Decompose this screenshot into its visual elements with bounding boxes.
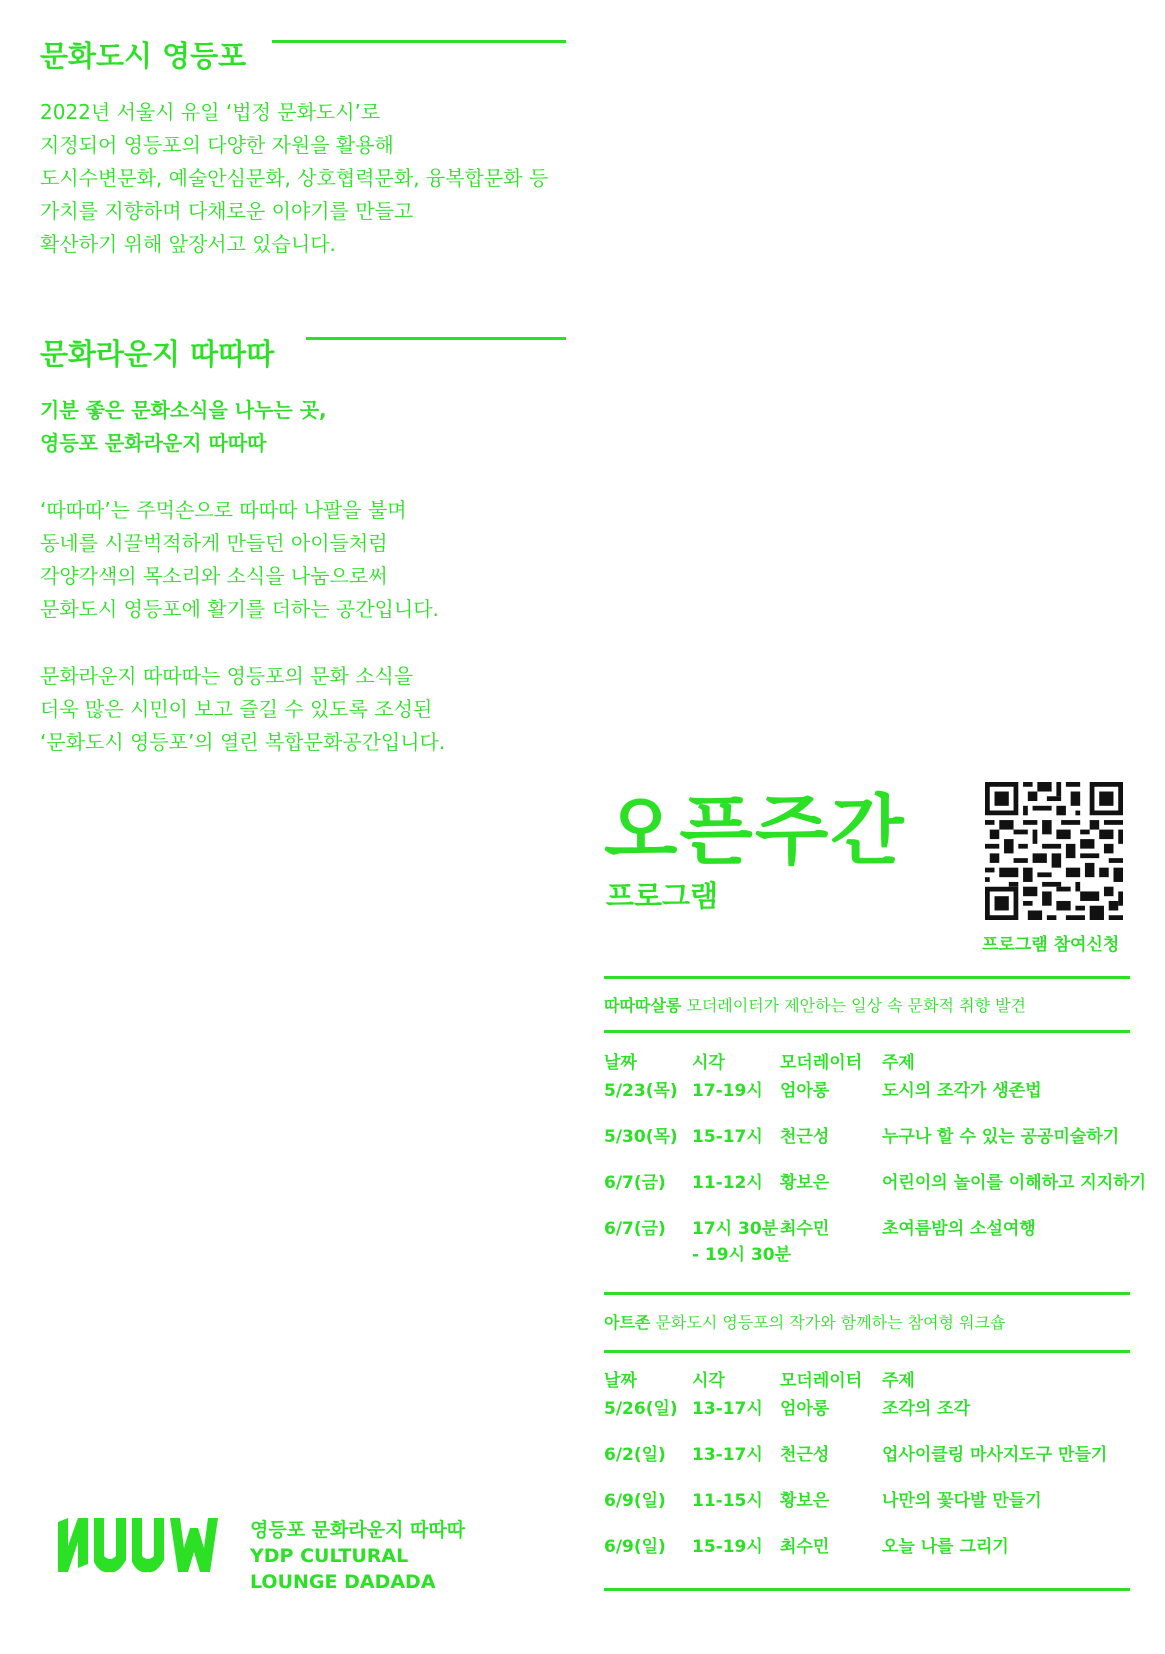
cell-date: 5/26(일) [604,1399,678,1419]
header-date: 날짜 [604,1371,637,1391]
cell-topic: 업사이클링 마사지도구 만들기 [882,1445,1108,1465]
body-line: 2022년 서울시 유일 ‘법정 문화도시’로 [40,100,381,124]
table-rule [604,1030,1130,1033]
section-title-lounge: 문화라운지 따따따 [40,337,275,371]
cell-date: 6/9(일) [604,1537,666,1557]
table-rule [604,1588,1130,1591]
table1 [604,1050,1147,1276]
title-rule [306,337,566,340]
body-line: 더욱 많은 시민이 보고 즐길 수 있도록 조성된 [40,697,433,721]
section1-body [40,96,548,261]
cell-date: 6/9(일) [604,1491,666,1511]
cell-time [692,1216,791,1268]
section-title-culture-city: 문화도시 영등포 [40,39,247,73]
table-rule [604,1292,1130,1295]
cell-time-line1: 17시 30분 [692,1219,779,1239]
cell-date: 5/30(목) [604,1127,678,1147]
header-topic: 주제 [882,1371,915,1391]
cell-moderator: 엄아롱 [780,1399,830,1419]
cell-topic: 도시의 조각가 생존법 [882,1081,1042,1101]
body-line: 문화라운지 따따따는 영등포의 문화 소식을 [40,664,414,688]
table1-title [604,993,1026,1016]
cell-time: 15-19시 [692,1537,763,1557]
body-line: 확산하기 위해 앞장서고 있습니다. [40,232,336,256]
cell-time: 17-19시 [692,1081,763,1101]
table1-title-rest: 모더레이터가 제안하는 일상 속 문화적 취향 발견 [681,996,1027,1015]
cell-time: 11-12시 [692,1173,763,1193]
cell-topic: 어린이의 놀이를 이해하고 지지하기 [882,1173,1147,1193]
cell-topic: 오늘 나를 그리기 [882,1537,1009,1557]
section2-para1 [40,494,439,626]
lead-line: 영등포 문화라운지 따따따 [40,431,267,455]
header-moderator: 모더레이터 [780,1371,863,1391]
header-time: 시각 [692,1053,725,1073]
table2-title [604,1310,1005,1333]
table-row [604,1488,1134,1534]
table-row [604,1534,1134,1580]
cell-moderator: 황보은 [780,1491,830,1511]
cell-topic: 초여름밤의 소설여행 [882,1219,1036,1239]
header-time: 시각 [692,1371,725,1391]
table2 [604,1368,1134,1580]
table-rule [604,1350,1130,1353]
header-topic: 주제 [882,1053,915,1073]
table-header-row [604,1050,1134,1078]
table-row [604,1442,1134,1488]
cell-topic: 나만의 꽃다발 만들기 [882,1491,1042,1511]
cell-time-line2: - 19시 30분 [692,1245,792,1265]
cell-topic: 조각의 조각 [882,1399,971,1419]
body-line: ‘문화도시 영등포’의 열린 복합문화공간입니다. [40,730,446,754]
cell-date: 5/23(목) [604,1081,678,1101]
cell-time: 15-17시 [692,1127,763,1147]
cell-moderator: 황보은 [780,1173,830,1193]
table-row [604,1124,1134,1170]
table2-title-bold: 아트존 [604,1313,651,1332]
header-date: 날짜 [604,1053,637,1073]
cell-time: 13-17시 [692,1445,763,1465]
open-week-subtitle: 프로그램 [606,879,719,913]
open-week-title: 오픈주간 [604,786,906,875]
cell-moderator: 엄아롱 [780,1081,830,1101]
body-line: 가치를 지향하며 다채로운 이야기를 만들고 [40,199,414,223]
cell-date: 6/2(일) [604,1445,666,1465]
lead-line: 기분 좋은 문화소식을 나누는 곳, [40,398,327,422]
cell-moderator: 천근성 [780,1127,830,1147]
logo-line-en1: YDP CULTURAL [250,1545,409,1567]
body-line: ‘따따따’는 주먹손으로 따따따 나팔을 불며 [40,498,407,522]
body-line: 각양각색의 목소리와 소식을 나눔으로써 [40,564,388,588]
qr-code-icon[interactable] [985,782,1123,920]
body-line: 지정되어 영등포의 다양한 자원을 활용해 [40,133,394,157]
table-rule [604,976,1130,979]
table-row [604,1216,1134,1276]
section2-lead [40,394,327,460]
logo-line-korean: 영등포 문화라운지 따따따 [250,1519,466,1541]
table-header-row [604,1368,1134,1396]
table2-title-rest: 문화도시 영등포의 작가와 함께하는 참여형 워크숍 [650,1313,1006,1332]
cell-time: 13-17시 [692,1399,763,1419]
section2-para2 [40,660,445,759]
cell-date: 6/7(금) [604,1173,666,1193]
cell-moderator: 최수민 [780,1219,830,1239]
body-line: 문화도시 영등포에 활기를 더하는 공간입니다. [40,597,439,621]
cell-moderator: 천근성 [780,1445,830,1465]
table-row [604,1170,1147,1216]
cell-topic: 누구나 할 수 있는 공공미술하기 [882,1127,1120,1147]
cell-date: 6/7(금) [604,1219,666,1239]
cell-time: 11-15시 [692,1491,763,1511]
header-moderator: 모더레이터 [780,1053,863,1073]
logo-wordmark [250,1517,465,1595]
logo-line-en2: LOUNGE DADADA [250,1571,436,1593]
ydp-logo-icon [58,1514,234,1588]
table-row [604,1396,1134,1442]
body-line: 도시수변문화, 예술안심문화, 상호협력문화, 융복합문화 등 [40,166,549,190]
qr-caption: 프로그램 참여신청 [982,935,1120,955]
table1-title-bold: 따따따살롱 [604,996,682,1015]
table-row [604,1078,1134,1124]
cell-moderator: 최수민 [780,1537,830,1557]
body-line: 동네를 시끌벅적하게 만들던 아이들처럼 [40,531,388,555]
title-rule [272,40,566,43]
